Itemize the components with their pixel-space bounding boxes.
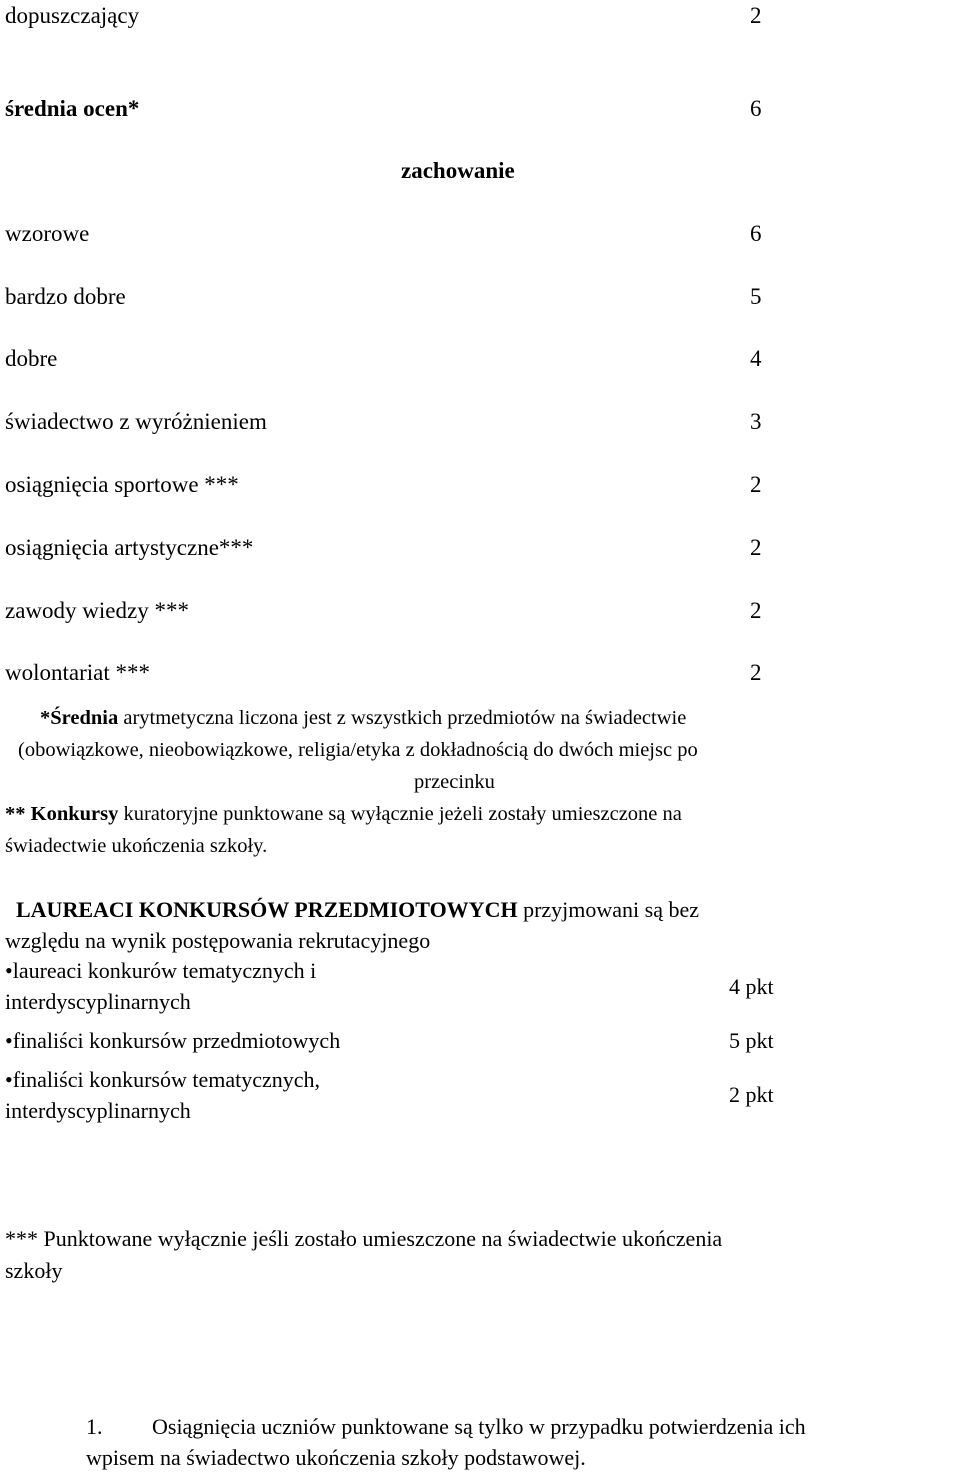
conduct-label-very-good: bardzo dobre [5,284,126,309]
conduct-value-good: 4 [750,346,762,371]
laureates-heading-line2: względu na wynik postępowania rekrutacyjnego [5,928,431,953]
sport-achievements-label: osiągnięcia sportowe *** [5,472,239,497]
conduct-heading: zachowanie [401,158,515,183]
laureates-item-thematic-points: 4 pkt [729,974,774,999]
contests-note-line2: świadectwie ukończenia szkoły. [5,835,268,857]
laureates-item-thematic-line2: interdyscyplinarnych [5,989,191,1014]
finalists-subject-points: 5 pkt [729,1028,774,1053]
average-note-line3: przecinku [414,771,495,793]
numbered-item-line1: Osiągnięcia uczniów punktowane są tylko w przypadku potwierdzenia ich [152,1414,806,1439]
certificate-distinction-value: 3 [750,409,762,434]
finalists-thematic-points: 2 pkt [729,1082,774,1107]
numbered-item-number: 1. [86,1414,103,1439]
conduct-value-very-good: 5 [750,284,762,309]
grade-average-label: średnia ocen* [5,96,140,121]
finalists-thematic-line2: interdyscyplinarnych [5,1098,191,1123]
art-achievements-value: 2 [750,535,762,560]
finalists-thematic-line1: •finaliści konkursów tematycznych, [5,1067,321,1092]
volunteering-value: 2 [750,660,762,685]
conduct-label-good: dobre [5,346,58,371]
grade-label-sufficient: dopuszczający [5,3,140,28]
contests-note-prefix: ** Konkursy [5,803,119,825]
footnote-line1: *** Punktowane wyłącznie jeśli zostało umieszczone na świadectwie ukończenia [5,1226,723,1251]
conduct-value-exemplary: 6 [750,221,762,246]
sport-achievements-value: 2 [750,472,762,497]
laureates-item-thematic-line1: •laureaci konkurów tematycznych i [5,958,317,983]
average-note-prefix: *Średnia [40,707,119,729]
knowledge-contests-label: zawody wiedzy *** [5,598,189,623]
grade-value-sufficient: 2 [750,3,762,28]
footnote-line2: szkoły [5,1258,63,1283]
certificate-distinction-label: świadectwo z wyróżnieniem [5,409,267,434]
laureates-heading: LAUREACI KONKURSÓW PRZEDMIOTOWYCH przyjmowani są bez [16,897,700,922]
conduct-label-exemplary: wzorowe [5,221,90,246]
laureates-heading-bold: LAUREACI KONKURSÓW PRZEDMIOTOWYCH [16,897,518,922]
finalists-subject-label: •finaliści konkursów przedmiotowych [5,1028,341,1053]
volunteering-label: wolontariat *** [5,660,150,685]
art-achievements-label: osiągnięcia artystyczne*** [5,535,254,560]
average-note-line2: (obowiązkowe, nieobowiązkowe, religia/etyka z dokładnością do dwóch miejsc po [18,739,698,761]
grade-average-value: 6 [750,96,762,121]
numbered-item-line2: wpisem na świadectwo ukończenia szkoły podstawowej. [86,1445,586,1470]
contests-note-line1: ** Konkursy kuratoryjne punktowane są wyłącznie jeżeli zostały umieszczone na [5,803,682,825]
knowledge-contests-value: 2 [750,598,762,623]
average-note-line1: *Średnia arytmetyczna liczona jest z wszystkich przedmiotów na świadectwie [40,707,687,729]
